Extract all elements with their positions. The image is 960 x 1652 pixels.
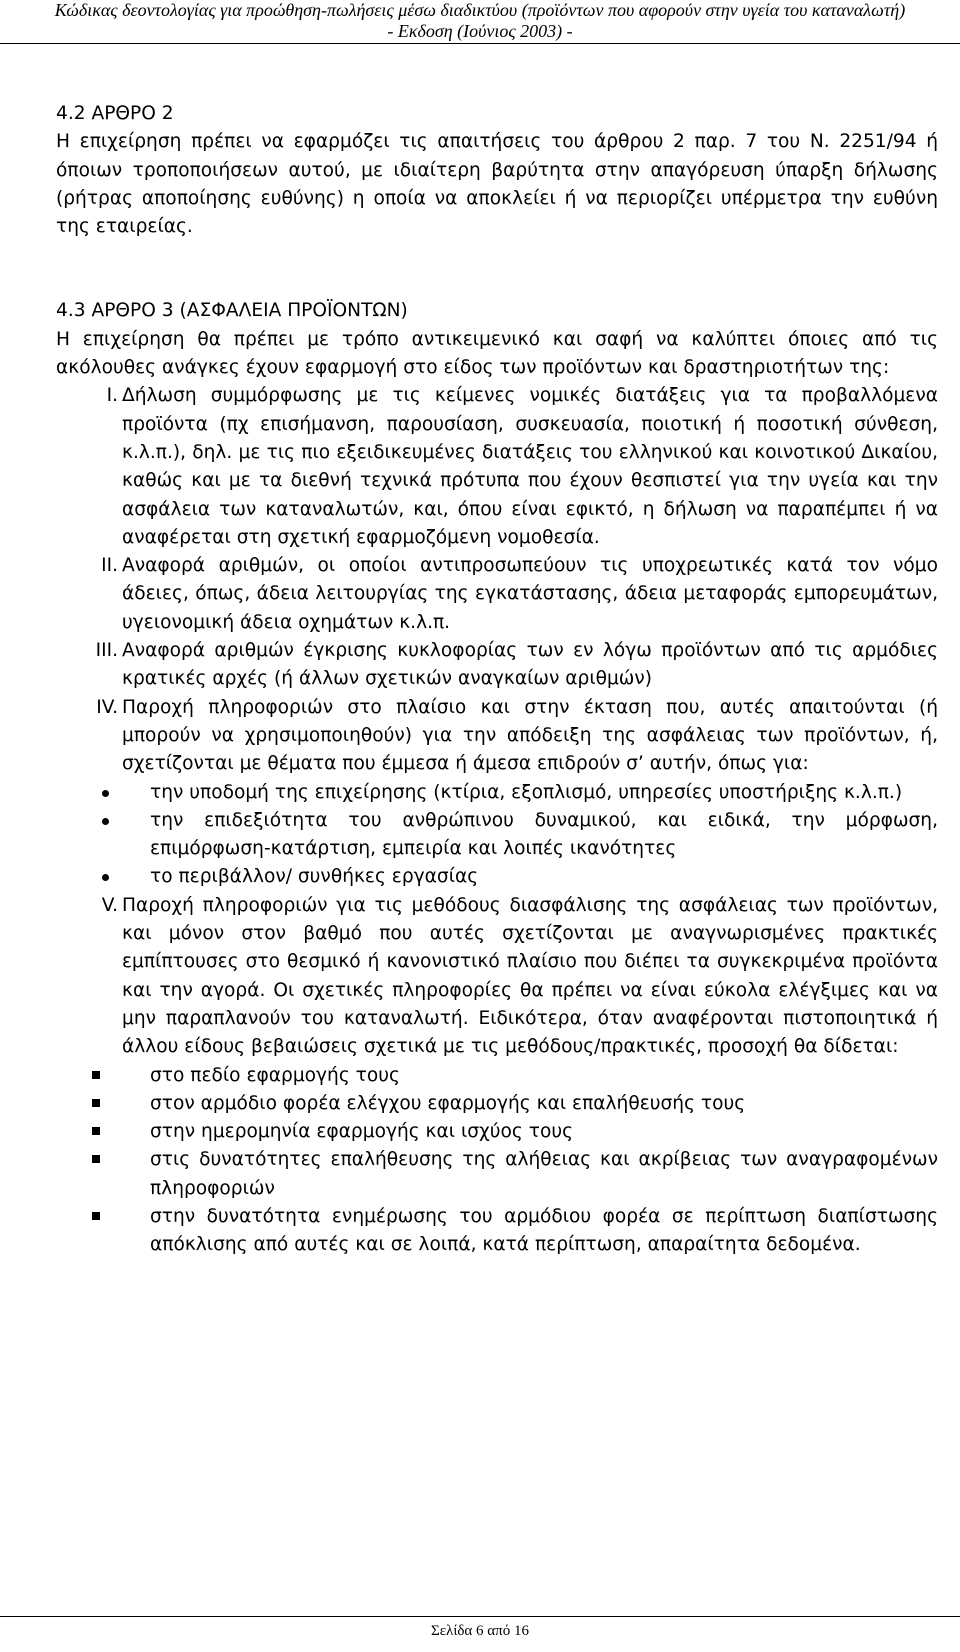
infrastructure-bullet-list [56, 779, 938, 892]
requirements-list-continued [56, 892, 938, 1062]
item-number: IV. [96, 696, 118, 718]
certification-bullet-list [56, 1062, 938, 1260]
document-body [56, 100, 938, 1260]
section-4-2-heading: 4.2 ΑΡΘΡΟ 2 [56, 103, 174, 124]
item-text: Αναφορά αριθμών, οι οποίοι αντιπροσωπεύουν τις υποχρεωτικές κατά τον νόμο άδειες, όπως, άδεια λειτουργίας της εγκατάστασης, άδεια μεταφοράς εμπορευμάτων, υγειονομική άδεια οχημάτων κ.λ.π. [122, 555, 938, 633]
item-number: III. [95, 640, 118, 662]
page-header [0, 0, 960, 44]
item-text: Παροχή πληροφοριών για τις μεθόδους διασφάλισης της ασφάλειας των προϊόντων, και μόνον στον βαθμό που αυτές σχετίζονται με αναγνωρισμένες πρακτικές εμπίπτουσες στο θεσμικό ή κανονιστικό πλαίσιο που διέπει τα συγκεκριμένα προϊόντα και την αγορά. Οι σχετικές πληροφορίες θα πρέπει να είναι εύκολα ελέγξιμες και να μην παραπλανούν του καταναλωτή. Ειδικότερα, όταν αναφέρονται πιστοποιητικά ή άλλου είδους βεβαιώσεις σχετικά με τις μεθόδους/πρακτικές, προσοχή θα δίδεται: [122, 894, 938, 1058]
list-item-i [56, 382, 938, 552]
spacer [56, 241, 938, 297]
item-text: Δήλωση συμμόρφωσης με τις κείμενες νομικές διατάξεις για τα προβαλλόμενα προϊόντα (πχ επισήμανση, παρουσίαση, συσκευασία, ποιοτική ή ποσοτική σύνθεση, κ.λ.π.), δηλ. με τις πιο εξειδικευμένες διατάξεις του ελληνικού και κοινοτικού Δικαίου, καθώς και με τα διεθνή τεχνικά πρότυπα που έχουν θεσπιστεί για την υγεία και την ασφάλεια των καταναλωτών, και, όπου είναι εφικτό, η δήλωση να παραπέμπει ή να αναφέρεται στη σχετική εφαρμοζόμενη νομοθεσία. [122, 385, 938, 548]
item-number: I. [106, 385, 118, 407]
page-number: Σελίδα 6 από 16 [431, 1623, 529, 1639]
item-number: II. [101, 555, 118, 577]
section-4-3-intro: Η επιχείρηση θα πρέπει με τρόπο αντικειμενικό και σαφή να καλύπτει όποιες από τις ακόλουθες ανάγκες έχουν εφαρμογή στο είδος των προϊόντων και δραστηριοτήτων της: [56, 328, 938, 379]
square-bullet-item: στον αρμόδιο φορέα ελέγχου εφαρμογής και επαλήθευσής τους [56, 1090, 938, 1118]
section-4-3-heading: 4.3 ΑΡΘΡΟ 3 (ΑΣΦΑΛΕΙΑ ΠΡΟΪΟΝΤΩΝ) [56, 300, 408, 322]
square-bullet-item: στην δυνατότητα ενημέρωσης του αρμόδιου φορέα σε περίπτωση διαπίστωσης απόκλισης από αυτές και σε λοιπά, κατά περίπτωση, απαραίτητα δεδομένα. [56, 1203, 938, 1260]
bullet-item: την επιδεξιότητα του ανθρώπινου δυναμικού, και ειδικά, την μόρφωση, επιμόρφωση-κατάρτιση, εμπειρία και λοιπές ικανότητες [56, 807, 938, 864]
item-text: Παροχή πληροφοριών στο πλαίσιο και στην έκταση που, αυτές απαιτούνται (ή μπορούν να χρησιμοποιηθούν) για την απόδειξη της ασφάλειας των προϊόντων, ή, σχετίζονται με θέματα που έμμεσα ή άμεσα επιδρούν σ’ αυτήν, όπως για: [122, 696, 938, 775]
list-item-iv [56, 694, 938, 779]
header-title: Κώδικας δεοντολογίας για προώθηση-πωλήσεις μέσω διαδικτύου (προϊόντων που αφορούν στην υγεία του καταναλωτή) [54, 0, 906, 20]
footer-divider [0, 1616, 960, 1617]
bullet-item: την υποδομή της επιχείρησης (κτίρια, εξοπλισμό, υπηρεσίες υποστήριξης κ.λ.π.) [56, 779, 938, 807]
list-item-iii [56, 637, 938, 694]
list-item-ii [56, 552, 938, 637]
section-4-2-body: Η επιχείρηση πρέπει να εφαρμόζει τις απαιτήσεις του άρθρου 2 παρ. 7 του Ν. 2251/94 ή όποιων τροποποιήσεων αυτού, με ιδιαίτερη βαρύτητα στην απαγόρευση ύπαρξη δήλωσης (ρήτρας αποποίησης ευθύνης) η οποία να αποκλείει ή να περιορίζει υπέρμετρα την ευθύνη της εταιρείας. [56, 131, 938, 238]
list-item-v [56, 892, 938, 1062]
item-number: V. [101, 894, 118, 916]
item-text: Αναφορά αριθμών έγκρισης κυκλοφορίας των εν λόγω προϊόντων από τις αρμόδιες κρατικές αρχές (ή άλλων σχετικών αναγκαίων αριθμών) [122, 640, 938, 690]
square-bullet-item: στις δυνατότητες επαλήθευσης της αλήθειας και ακρίβειας των αναγραφομένων πληροφοριών [56, 1146, 938, 1203]
square-bullet-item: στο πεδίο εφαρμογής τους [56, 1062, 938, 1090]
header-edition: - Εκδοση (Ιούνιος 2003) - [387, 21, 573, 41]
requirements-list [56, 382, 938, 778]
square-bullet-item: στην ημερομηνία εφαρμογής και ισχύος τους [56, 1118, 938, 1146]
bullet-item: το περιβάλλον/ συνθήκες εργασίας [56, 863, 938, 891]
